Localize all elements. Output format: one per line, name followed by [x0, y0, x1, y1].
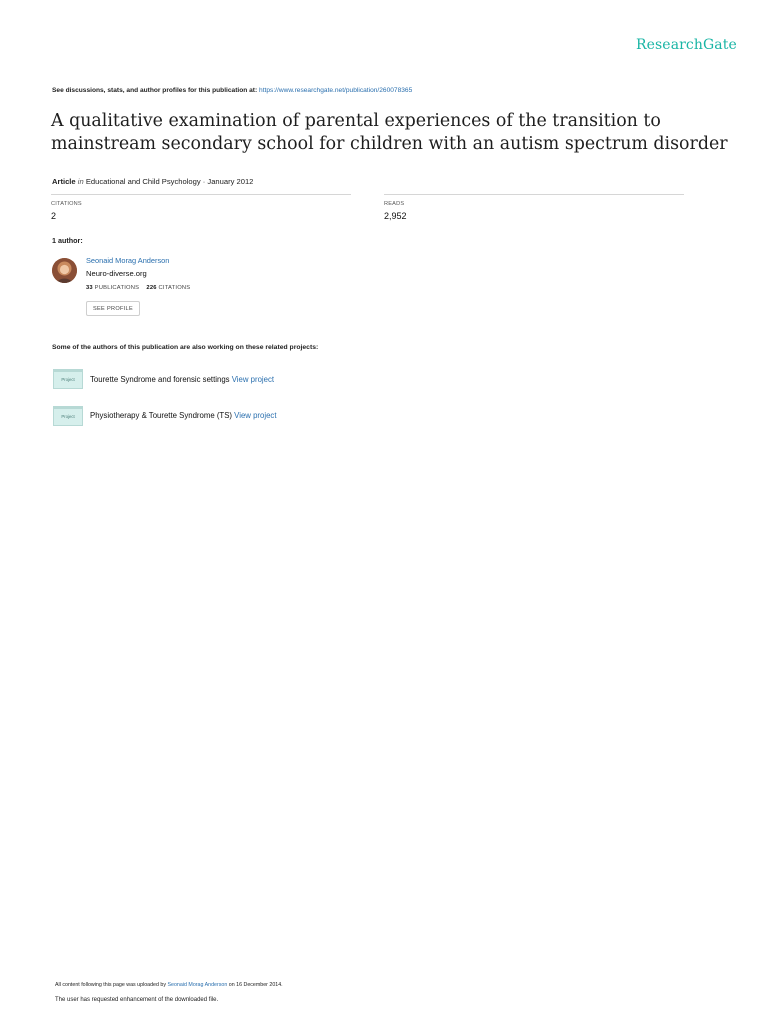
author-photo-icon: [52, 258, 77, 283]
project-item: [90, 411, 277, 420]
authors-heading: 1 author:: [52, 236, 83, 245]
projects-heading: Some of the authors of this publication are also working on these related projects:: [52, 344, 319, 351]
article-type: Article: [52, 177, 76, 186]
author-institution[interactable]: Neuro-diverse.org: [86, 269, 147, 278]
meta-in: in: [77, 177, 84, 186]
publication-url-link[interactable]: https://www.researchgate.net/publication/260078365: [259, 87, 413, 94]
uploader-link[interactable]: Seonaid Morag Anderson: [167, 982, 228, 988]
author-publications-label: PUBLICATIONS: [94, 285, 140, 291]
author-name-link[interactable]: Seonaid Morag Anderson: [86, 256, 170, 265]
view-project-link[interactable]: View project: [234, 411, 277, 420]
researchgate-logo[interactable]: ResearchGate: [636, 37, 737, 53]
upload-prefix: All content following this page was uploaded by: [55, 982, 167, 988]
journal-name[interactable]: Educational and Child Psychology: [85, 177, 201, 186]
reads-value: 2,952: [384, 211, 407, 221]
project-item: [90, 375, 274, 384]
discussion-text: See discussions, stats, and author profiles for this publication at:: [52, 87, 258, 94]
project-name: Tourette Syndrome and forensic settings: [90, 375, 230, 384]
project-name: Physiotherapy & Tourette Syndrome (TS): [90, 411, 232, 420]
citations-divider: [51, 194, 351, 195]
author-stats: [86, 285, 190, 291]
citations-label: CITATIONS: [51, 201, 82, 207]
discussion-line: [52, 87, 412, 94]
publication-title: A qualitative examination of parental experiences of the transition to mainstream secondary school for children with an autism spectrum disorder: [51, 111, 728, 154]
publication-date: January 2012: [207, 177, 254, 186]
reads-label: READS: [384, 201, 405, 207]
upload-suffix: on 16 December 2014.: [228, 982, 283, 988]
see-profile-button[interactable]: SEE PROFILE: [86, 301, 140, 316]
upload-notice: [55, 982, 283, 988]
author-citations-count: 226: [146, 285, 157, 291]
reads-divider: [384, 194, 684, 195]
author-citations-label: CITATIONS: [158, 285, 191, 291]
citations-value: 2: [51, 211, 57, 221]
enhancement-notice: The user has requested enhancement of the downloaded file.: [55, 997, 219, 1003]
author-avatar[interactable]: [52, 258, 77, 283]
author-publications-count: 33: [86, 285, 93, 291]
meta-separator: ·: [200, 177, 208, 186]
project-folder-icon[interactable]: Project: [53, 406, 83, 426]
project-folder-icon[interactable]: Project: [53, 369, 83, 389]
view-project-link[interactable]: View project: [231, 375, 275, 384]
publication-meta: [52, 177, 253, 186]
